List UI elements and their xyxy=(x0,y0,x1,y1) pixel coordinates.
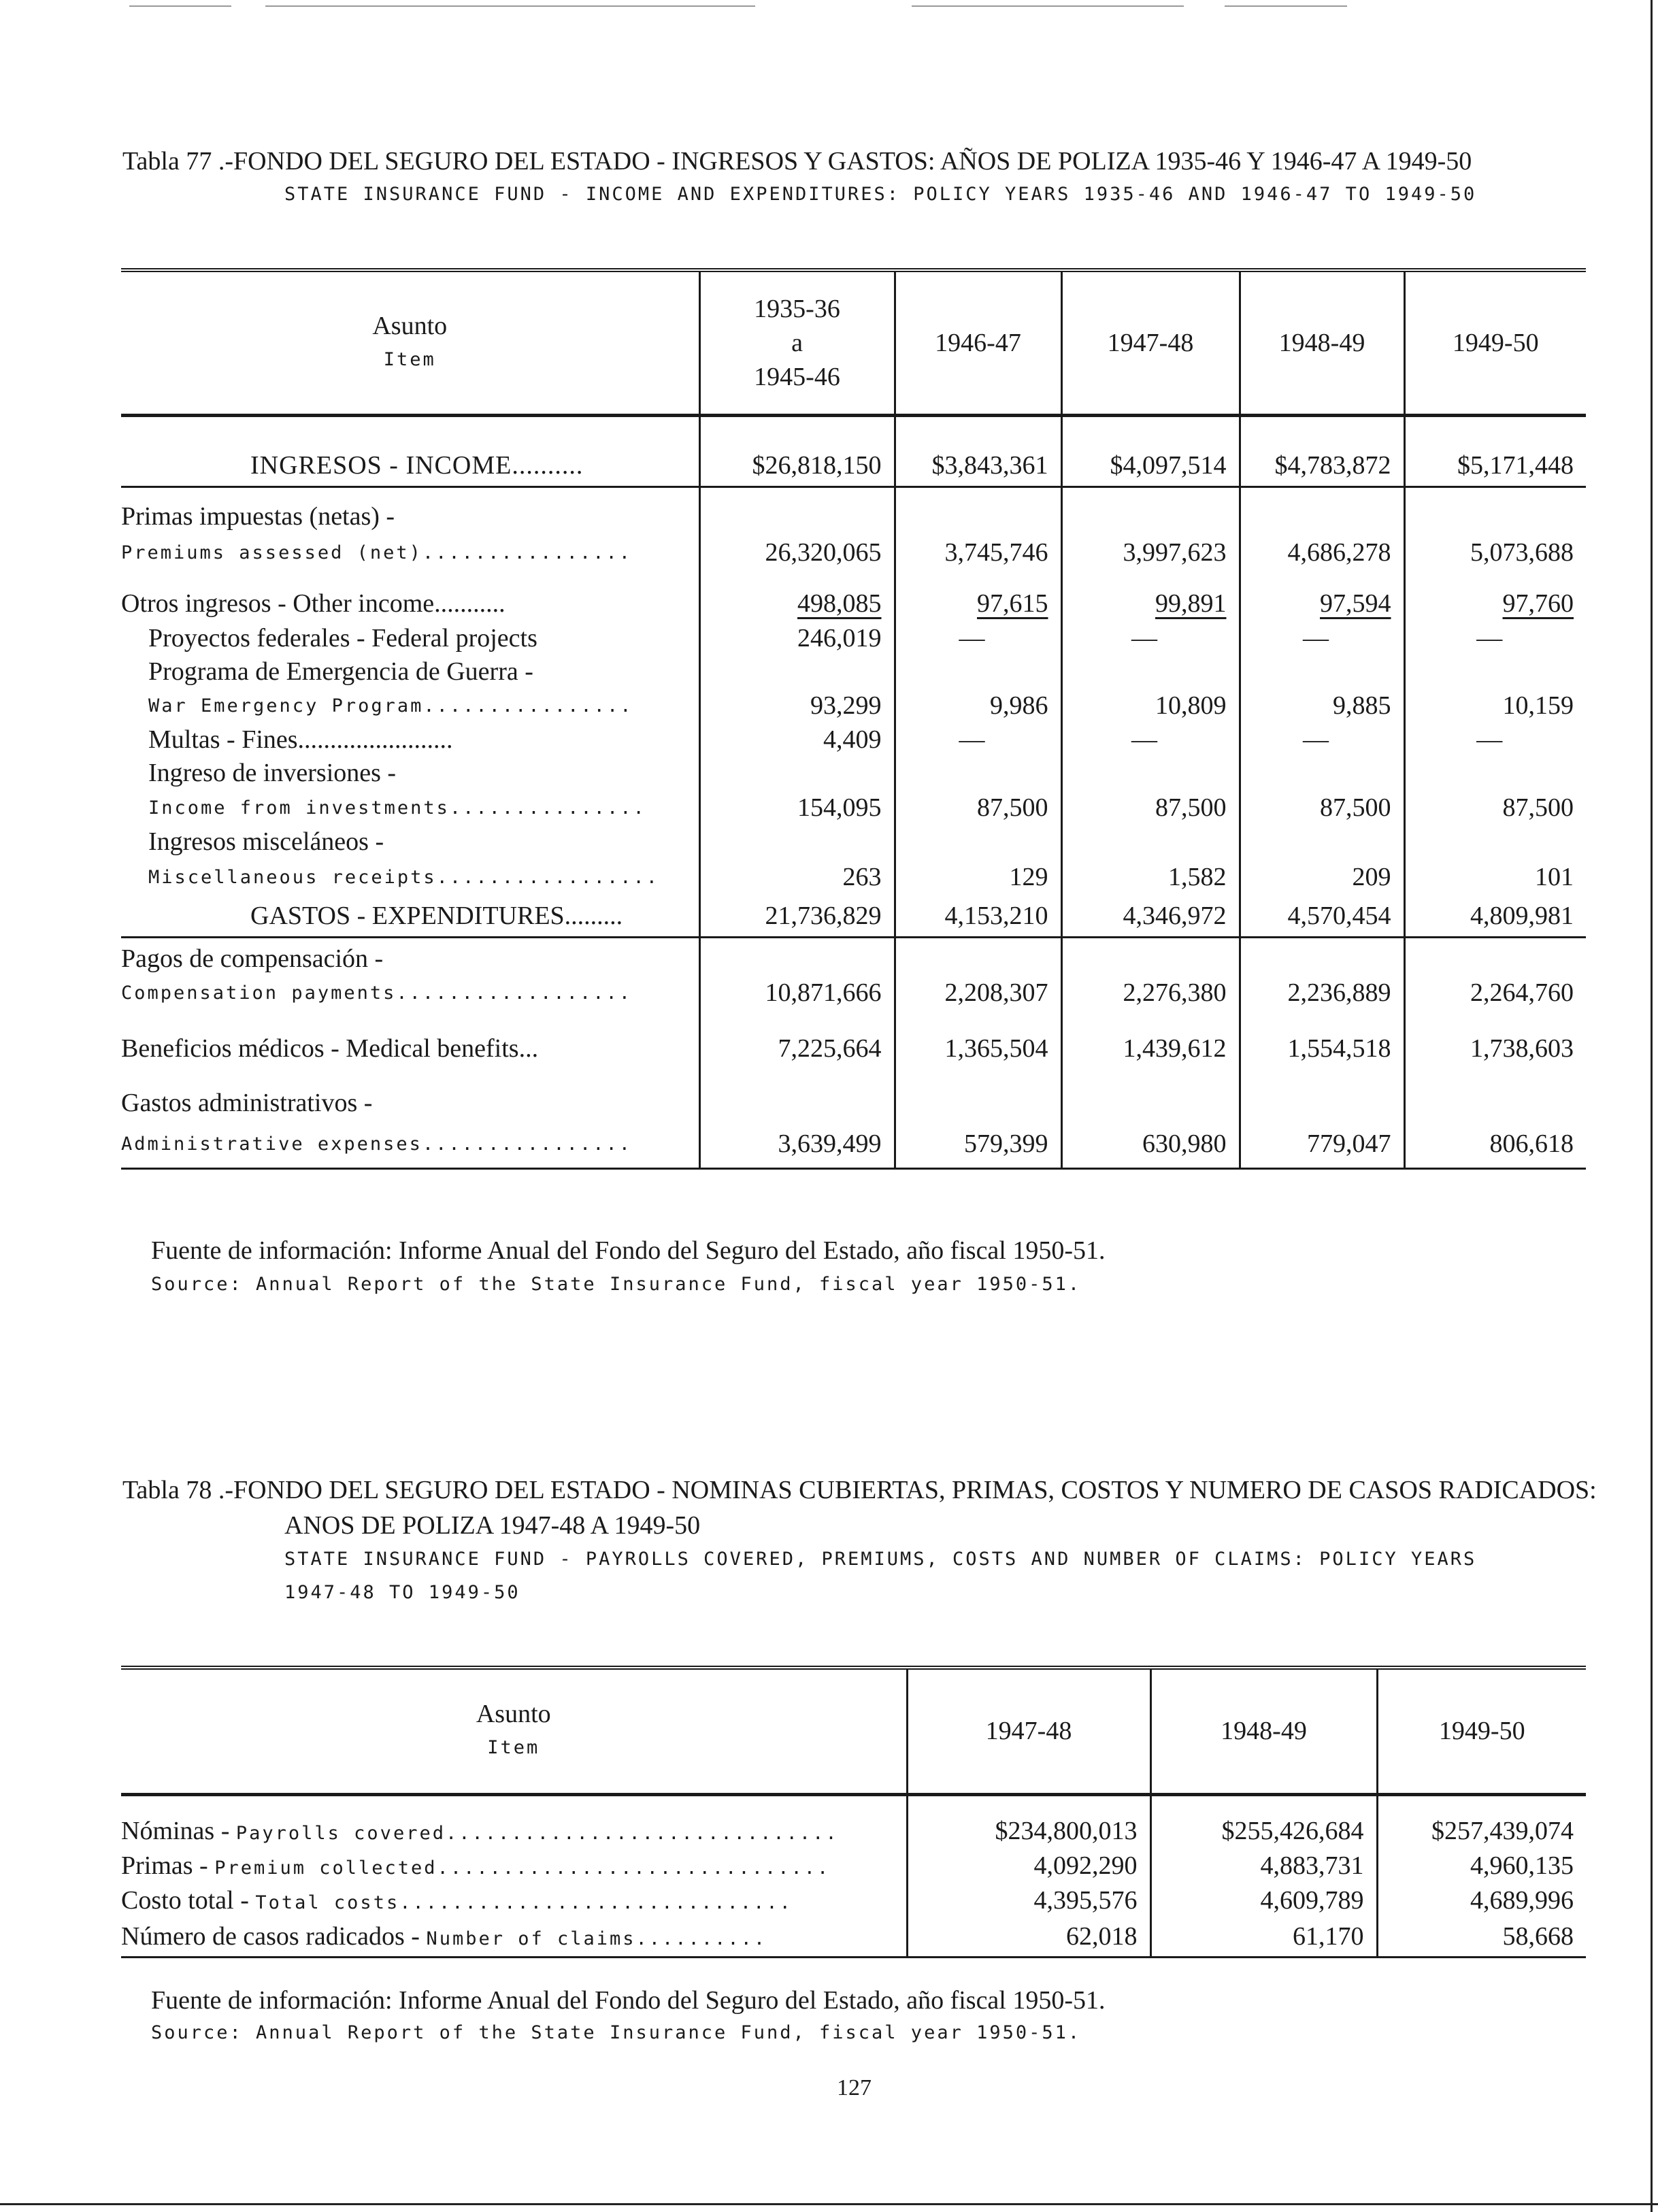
table77-title-es: Tabla 77 .-FONDO DEL SEGURO DEL ESTADO - INGRESOS Y GASTOS: AÑOS DE POLIZA 1935-46 Y 1946-47 A 1949-50 xyxy=(122,147,1472,176)
row-label: Pagos de compensación - xyxy=(121,944,384,973)
table-row xyxy=(121,1029,1586,1068)
row-label: Premiums assessed (net)................ xyxy=(121,542,632,563)
row-label xyxy=(121,1848,907,1883)
page-border xyxy=(1651,0,1653,2212)
table77-source-en: Source: Annual Report of the State Insurance Fund, fiscal year 1950-51. xyxy=(151,1274,1082,1295)
table-row xyxy=(121,723,1586,756)
table-row xyxy=(121,858,1586,896)
cell: 246,019 xyxy=(699,621,895,655)
cell: 263 xyxy=(699,858,895,896)
table-row xyxy=(121,756,1586,790)
cell: 4,689,996 xyxy=(1377,1883,1586,1917)
row-label xyxy=(121,446,699,486)
row-label: Administrative expenses................ xyxy=(121,1133,632,1155)
cell xyxy=(1240,586,1404,621)
row-label-en: Total costs.............................. xyxy=(255,1892,793,1913)
cell: 4,395,576 xyxy=(907,1883,1150,1917)
row-label: Proyectos federales - Federal projects xyxy=(148,624,537,653)
row-label: Primas impuestas (netas) - xyxy=(121,502,395,531)
col-header-line: a xyxy=(791,328,803,357)
row-label-es: Primas - xyxy=(121,1851,215,1880)
cell: 5,073,688 xyxy=(1404,533,1586,572)
table77-col-header: 1949-50 xyxy=(1404,270,1586,415)
row-label: Ingreso de inversiones - xyxy=(148,759,397,787)
page-border xyxy=(0,2203,1658,2205)
table77-col-header xyxy=(699,270,895,415)
cell: 58,668 xyxy=(1377,1917,1586,1957)
cell: 4,346,972 xyxy=(1061,896,1240,937)
row-label: Beneficios médicos - Medical benefits... xyxy=(121,1034,539,1063)
table77 xyxy=(121,268,1586,1170)
cell: 101 xyxy=(1404,858,1586,896)
cell: 87,500 xyxy=(1061,790,1240,825)
table-row xyxy=(121,896,1586,937)
row-label: Compensation payments.................. xyxy=(121,982,632,1004)
cell xyxy=(1061,586,1240,621)
cell-value: 97,760 xyxy=(1502,589,1574,618)
cell-value: 99,891 xyxy=(1155,589,1227,618)
item-header-en: Item xyxy=(383,348,436,370)
cell: 2,276,380 xyxy=(1061,974,1240,1012)
table77-col-header: 1947-48 xyxy=(1061,270,1240,415)
table-row xyxy=(121,937,1586,974)
table77-col-header: 1948-49 xyxy=(1240,270,1404,415)
table78-title-en-2: 1947-48 TO 1949-50 xyxy=(284,1582,520,1603)
cell: 87,500 xyxy=(1404,790,1586,825)
row-label-en: Premium collected.............................. xyxy=(214,1857,831,1879)
item-header-es: Asunto xyxy=(476,1700,551,1729)
cell: 2,264,760 xyxy=(1404,974,1586,1012)
cell: 1,582 xyxy=(1061,858,1240,896)
table77-col-header: 1946-47 xyxy=(895,270,1061,415)
table78-source-es: Fuente de información: Informe Anual del Fondo del Seguro del Estado, año fiscal 1950-51. xyxy=(151,1986,1106,2015)
cell: — xyxy=(1404,621,1586,655)
divider xyxy=(1225,5,1347,7)
cell: 26,320,065 xyxy=(699,533,895,572)
table78-title-es-2: ANOS DE POLIZA 1947-48 A 1949-50 xyxy=(284,1511,701,1540)
table-row xyxy=(121,1917,1586,1957)
cell: 4,686,278 xyxy=(1240,533,1404,572)
table-row xyxy=(121,586,1586,621)
row-label xyxy=(121,1917,907,1957)
table-row xyxy=(121,533,1586,572)
row-label: Miscellaneous receipts................. xyxy=(148,866,659,888)
table77-item-header xyxy=(121,270,699,415)
row-label xyxy=(121,586,699,621)
income-label: INGRESOS - INCOME.......... xyxy=(250,451,584,480)
table-row xyxy=(121,825,1586,858)
cell: $257,439,074 xyxy=(1377,1813,1586,1848)
cell: 579,399 xyxy=(895,1121,1061,1168)
cell: $4,097,514 xyxy=(1061,446,1240,486)
cell xyxy=(699,586,895,621)
table78-title-en-1: STATE INSURANCE FUND - PAYROLLS COVERED, PREMIUMS, COSTS AND NUMBER OF CLAIMS: POLICY YEARS xyxy=(284,1549,1477,1570)
table-row xyxy=(121,1813,1586,1848)
cell: — xyxy=(1240,621,1404,655)
cell xyxy=(1404,586,1586,621)
cell: 1,738,603 xyxy=(1404,1029,1586,1068)
cell: 3,997,623 xyxy=(1061,533,1240,572)
cell: 10,809 xyxy=(1061,688,1240,723)
cell: — xyxy=(895,621,1061,655)
row-label-es: Nóminas - xyxy=(121,1816,236,1845)
col-header-line: 1935-36 xyxy=(754,294,840,323)
table-row xyxy=(121,1848,1586,1883)
row-label-es: Costo total - xyxy=(121,1885,256,1915)
cell: 7,225,664 xyxy=(699,1029,895,1068)
table78-item-header xyxy=(121,1668,907,1794)
row-label-en: Payrolls covered.............................. xyxy=(235,1822,839,1844)
row-label: Multas - Fines........................ xyxy=(148,725,453,754)
table-row xyxy=(121,974,1586,1012)
cell: 87,500 xyxy=(1240,790,1404,825)
cell: 4,883,731 xyxy=(1150,1848,1377,1883)
cell: $234,800,013 xyxy=(907,1813,1150,1848)
row-label: Income from investments............... xyxy=(148,797,646,819)
divider xyxy=(265,5,755,7)
cell: 209 xyxy=(1240,858,1404,896)
cell: 1,554,518 xyxy=(1240,1029,1404,1068)
cell: — xyxy=(1240,723,1404,756)
row-label xyxy=(121,1883,907,1917)
cell: 9,885 xyxy=(1240,688,1404,723)
cell: 9,986 xyxy=(895,688,1061,723)
cell: 10,871,666 xyxy=(699,974,895,1012)
cell: — xyxy=(895,723,1061,756)
table78-col-header: 1949-50 xyxy=(1377,1668,1586,1794)
divider xyxy=(129,5,231,7)
table78-col-header: 1948-49 xyxy=(1150,1668,1377,1794)
cell: 4,153,210 xyxy=(895,896,1061,937)
table-row xyxy=(121,655,1586,688)
table78-source-en: Source: Annual Report of the State Insurance Fund, fiscal year 1950-51. xyxy=(151,2022,1082,2043)
item-header-es: Asunto xyxy=(372,311,448,340)
cell: 1,365,504 xyxy=(895,1029,1061,1068)
cell: 61,170 xyxy=(1150,1917,1377,1957)
row-label-es: Número de casos radicados - xyxy=(121,1922,427,1951)
cell: 4,960,135 xyxy=(1377,1848,1586,1883)
row-label-en: Number of claims.......... xyxy=(426,1928,767,1950)
cell: $26,818,150 xyxy=(699,446,895,486)
cell: 4,092,290 xyxy=(907,1848,1150,1883)
table-row xyxy=(121,790,1586,825)
cell: $4,783,872 xyxy=(1240,446,1404,486)
cell: 4,570,454 xyxy=(1240,896,1404,937)
cell: 21,736,829 xyxy=(699,896,895,937)
table-row xyxy=(121,621,1586,655)
table-row xyxy=(121,500,1586,533)
table-row xyxy=(121,1883,1586,1917)
table78-title-es-1: Tabla 78 .-FONDO DEL SEGURO DEL ESTADO - NOMINAS CUBIERTAS, PRIMAS, COSTOS Y NUMERO DE CASOS RADICADOS: xyxy=(122,1476,1597,1504)
cell: 806,618 xyxy=(1404,1121,1586,1168)
cell: $5,171,448 xyxy=(1404,446,1586,486)
table-row xyxy=(121,1085,1586,1121)
cell: 93,299 xyxy=(699,688,895,723)
table78-col-header: 1947-48 xyxy=(907,1668,1150,1794)
table77-source-es: Fuente de información: Informe Anual del Fondo del Seguro del Estado, año fiscal 1950-51. xyxy=(151,1236,1106,1265)
col-header-line: 1945-46 xyxy=(754,362,840,391)
page-number: 127 xyxy=(837,2075,872,2100)
table-row xyxy=(121,1121,1586,1168)
row-label: Programa de Emergencia de Guerra - xyxy=(148,657,533,686)
table77-title-en: STATE INSURANCE FUND - INCOME AND EXPENDITURES: POLICY YEARS 1935-46 AND 1946-47 TO 1949-50 xyxy=(284,184,1477,205)
table-row xyxy=(121,688,1586,723)
cell: 1,439,612 xyxy=(1061,1029,1240,1068)
cell: 154,095 xyxy=(699,790,895,825)
row-label xyxy=(121,1813,907,1848)
row-label xyxy=(121,896,699,937)
row-label: War Emergency Program................ xyxy=(148,695,633,716)
cell: 3,745,746 xyxy=(895,533,1061,572)
cell: 87,500 xyxy=(895,790,1061,825)
cell-value: 97,615 xyxy=(977,589,1048,618)
cell-value: 498,085 xyxy=(797,589,882,618)
cell: — xyxy=(1061,723,1240,756)
cell: 2,208,307 xyxy=(895,974,1061,1012)
cell: — xyxy=(1404,723,1586,756)
cell: 4,609,789 xyxy=(1150,1883,1377,1917)
cell: 630,980 xyxy=(1061,1121,1240,1168)
cell-value: 97,594 xyxy=(1320,589,1391,618)
cell: 3,639,499 xyxy=(699,1121,895,1168)
item-header-en: Item xyxy=(487,1737,540,1759)
cell: 4,809,981 xyxy=(1404,896,1586,937)
cell: 10,159 xyxy=(1404,688,1586,723)
cell: $255,426,684 xyxy=(1150,1813,1377,1848)
cell: 2,236,889 xyxy=(1240,974,1404,1012)
expenditures-label: GASTOS - EXPENDITURES......... xyxy=(250,902,623,931)
row-label: Gastos administrativos - xyxy=(121,1089,373,1117)
cell: 129 xyxy=(895,858,1061,896)
table-row xyxy=(121,446,1586,486)
table78 xyxy=(121,1666,1586,1958)
cell xyxy=(895,586,1061,621)
cell: 4,409 xyxy=(699,723,895,756)
other-income-label: Otros ingresos - Other income........... xyxy=(121,589,505,618)
divider xyxy=(912,5,1184,7)
cell: 779,047 xyxy=(1240,1121,1404,1168)
cell: — xyxy=(1061,621,1240,655)
cell: $3,843,361 xyxy=(895,446,1061,486)
cell: 62,018 xyxy=(907,1917,1150,1957)
row-label: Ingresos misceláneos - xyxy=(148,827,384,856)
